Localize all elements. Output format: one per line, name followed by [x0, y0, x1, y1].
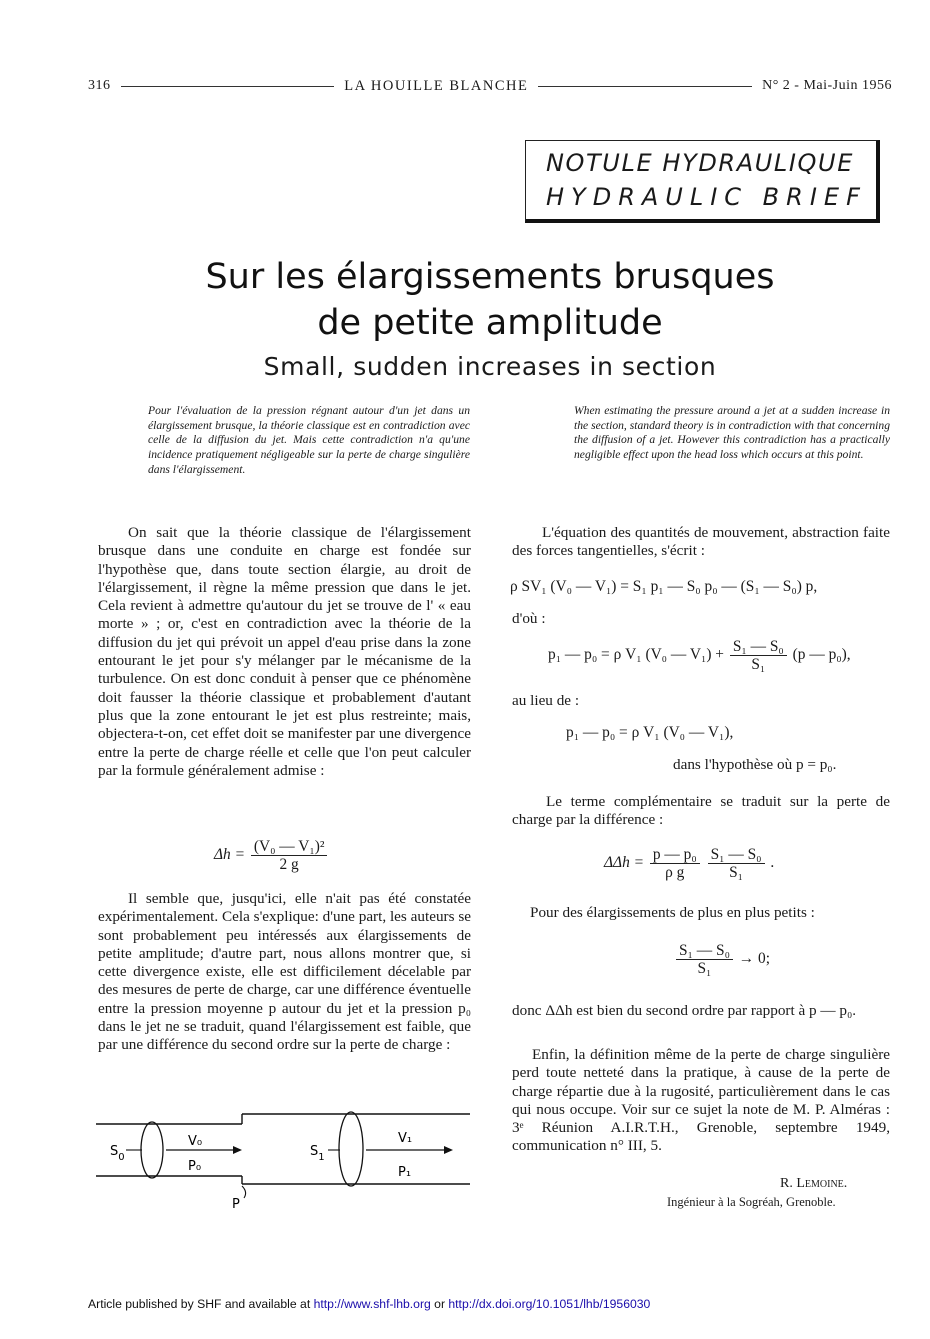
body-paragraph: On sait que la théorie classique de l'élargissement brusque dans une conduite en charge est fondée sur l'hypothèse que, dans toute section élargie, au droit de l'élargissement, il règne la même pression que dans le jet. Cela revient à admettre qu'autour du jet se trouve de l' « eau morte » ; or, c'est en contradiction avec la théorie de la diffusion du jet qui prévoit un appel d'eau prise dans la zone entourant le jet pour s'y mélanger par le mécanisme de la turbulence. On est donc conduit à penser que ce phénomène doit fausser la théorie classique et probablement d'autant plus que la zone entourant le jet est plus restreinte; mais, objectera-t-on, cet effet doit se manifester par une divergence entre la perte de charge réelle et celle que l'on peut calculer par la formule généralement admise : [98, 524, 471, 779]
flow-arrowhead-v1 [444, 1146, 453, 1154]
eq-numerator: (V₀ — V₁)² [251, 838, 328, 856]
eq2-left: p₁ — p₀ = ρ V₁ (V₀ — V₁) + [548, 646, 724, 664]
eq4-denominator-2: S₁ [729, 864, 743, 881]
p-pointer [242, 1186, 246, 1198]
eq4-numerator-2: S₁ — S₀ [708, 846, 765, 864]
body-paragraph: Il semble que, jusqu'ici, elle n'ait pas été constatée expérimentalement. Cela s'explique: d'une part, les auteurs se sont probablement peu intéressés aux élargissements de petite amplitude; d'autre part, nous allons montrer que, si cette divergence existe, elle est difficilement décelable par des mesures de perte de charge, car une différence éventuelle entre la pression moyenne p autour du jet et la pression p₀ dans le jet ne se traduit, quand l'élargissement est faible, que par une différence du second ordre sur la perte de charge : [98, 890, 471, 1054]
flow-arrowhead-v0 [233, 1146, 242, 1154]
issue-info: N° 2 - Mai-Juin 1956 [762, 78, 893, 93]
label-au-lieu: au lieu de : [512, 692, 580, 709]
eq2-fraction [730, 638, 787, 673]
right-column-donc [512, 1002, 890, 1020]
hypothesis-text: dans l'hypothèse où p = p₀. [673, 756, 837, 773]
body-paragraph: donc ΔΔh est bien du second ordre par rapport à p — p₀. [512, 1002, 857, 1019]
label-v0: V₀ [188, 1134, 203, 1149]
eq4-denominator-1: ρ g [665, 864, 685, 881]
notule-line-1: NOTULE HYDRAULIQUE [546, 149, 854, 177]
body-paragraph: Pour des élargissements de plus en plus petits : [530, 904, 815, 921]
article-subtitle: Small, sudden increases in section [263, 352, 717, 381]
right-column-intro [512, 524, 890, 561]
running-header [88, 74, 892, 98]
right-column-enfin [512, 1046, 890, 1156]
footer-prefix: Article published by SHF and available at [88, 1297, 314, 1311]
eq5-numerator: S₁ — S₀ [676, 942, 733, 960]
eq-fraction [251, 838, 328, 873]
eq5-fraction [676, 942, 733, 977]
equation-limit [674, 942, 770, 977]
eq2-right: (p — p₀), [792, 646, 851, 664]
notule-line-2: HYDRAULIC BRIEF [546, 183, 867, 211]
footer-link-shf[interactable]: http://www.shf-lhb.org [313, 1297, 431, 1311]
label-v1: V₁ [398, 1131, 413, 1146]
page-number: 316 [88, 78, 111, 93]
right-column-pour [512, 904, 890, 922]
right-column-terme [512, 793, 890, 830]
eq4-fraction-2 [708, 846, 765, 881]
left-column-paragraph-2 [98, 890, 471, 1055]
label-s1: $S_1$ [310, 1144, 325, 1163]
equation-momentum: ρ SV₁ (V₀ — V₁) = S₁ p₁ — S₀ p₀ — (S₁ — S₀) p, [510, 578, 818, 595]
eq5-end: → 0; [738, 950, 771, 968]
title-line-1: Sur les élargissements brusques [205, 257, 775, 297]
body-paragraph: L'équation des quantités de mouvement, abstraction faite des forces tangentielles, s'écrit : [512, 524, 890, 560]
header-rule-right [538, 86, 752, 87]
author-signature: R. Lemoine. [780, 1176, 848, 1191]
equation-classic: p₁ — p₀ = ρ V₁ (V₀ — V₁), [566, 724, 734, 741]
notule-box [525, 140, 880, 223]
section-s1-ellipse [339, 1112, 363, 1186]
body-paragraph: Enfin, la définition même de la perte de charge singulière perd toute netteté dans la pratique, à cause de la perte de charge répartie due à la rugosité, particulièrement dans le cas qui nous occupe. Voir sur ce sujet la note de M. P. Alméras : 3ᵉ Réunion A.I.R.T.H., Grenoble, septembre 1949, communication n° III, 5. [512, 1046, 890, 1155]
pipe-diagram [96, 1110, 470, 1210]
eq2-numerator: S₁ — S₀ [730, 638, 787, 656]
eq4-end: . [770, 854, 775, 872]
eq-lhs: Δh = [214, 846, 245, 864]
footer-middle: or [430, 1297, 449, 1311]
publication-footer [88, 1297, 650, 1311]
abstract-english: When estimating the pressure around a jet at a sudden increase in the section, standard theory is in contradiction with that concerning the diffusion of a jet. However this contradiction has a practically negligible effect upon the head loss which occurs at this point. [574, 404, 890, 462]
eq4-numerator-1: p — p₀ [650, 846, 700, 864]
footer-link-doi[interactable]: http://dx.doi.org/10.1051/lhb/1956030 [448, 1297, 651, 1311]
section-s0-ellipse [141, 1122, 163, 1178]
label-s0: $S_0$ [110, 1144, 125, 1163]
left-column-paragraph-1 [98, 524, 471, 780]
label-p: P [232, 1197, 240, 1210]
label-p1: P₁ [398, 1165, 412, 1180]
header-rule-left [121, 86, 335, 87]
author-affiliation: Ingénieur à la Sogréah, Grenoble. [667, 1195, 836, 1209]
abstract-french: Pour l'évaluation de la pression régnant autour d'un jet dans un élargissement brusque, la théorie classique est en contradiction avec celle de la diffusion du jet. Mais cette contradiction n'a qu'une incidence pratiquement négligeable sur la perte de charge singulière dans l'élargissement. [148, 404, 470, 476]
eq2-denominator: S₁ [751, 656, 766, 673]
equation-pressure-diff [548, 638, 851, 673]
equation-head-loss [214, 838, 329, 873]
eq4-fraction-1 [650, 846, 700, 881]
article-title [100, 254, 880, 346]
eq5-denominator: S₁ [697, 960, 712, 977]
body-paragraph: Le terme complémentaire se traduit sur la perte de charge par la différence : [512, 793, 890, 829]
eq4-lhs: ΔΔh = [604, 854, 644, 872]
label-p0: P₀ [188, 1159, 202, 1174]
label-dou: d'où : [512, 610, 546, 627]
equation-delta-delta-h [604, 846, 774, 881]
title-line-2: de petite amplitude [317, 303, 663, 343]
journal-title: LA HOUILLE BLANCHE [344, 77, 529, 94]
eq-denominator: 2 g [279, 856, 299, 873]
